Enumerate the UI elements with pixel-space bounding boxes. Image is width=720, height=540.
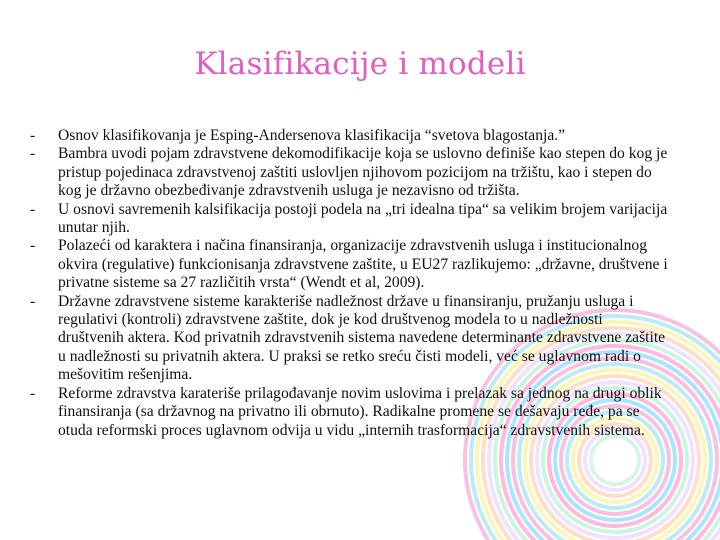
bullet-text: Polazeći od karaktera i načina finansiranja, organizacije zdravstvenih usluga i institucionalnog okvira (regulative) funkcionisanja zdravstvene zaštite, u EU27 razlikujemo: „državne, društvene i privatne sisteme sa 27 različitih vrsta“ (Wendt et al, 2009). [58, 237, 668, 292]
bullet-item [30, 127, 670, 145]
bullet-text: Bambra uvodi pojam zdravstvene dekomodifikacije koja se uslovno definiše kao stepen do kog je pristup pojedinaca zdravstvenoj zaštiti uslovljen njihovom pozicijom na tržištu, kao i stepen do kog je državno obezbeđivanje zdravstvenih usluga je nezavisno od tržišta. [58, 145, 668, 200]
bullet-text: Reforme zdravstva karateriše prilagođavanje novim uslovima i prelazak sa jednog na drugi oblik finansiranja (sa državnog na privatno ili obrnuto). Radikalne promene se dešavaju ređe, pa se otuda reformski proces uglavnom odvija u vidu „internih trasformacija“ zdravstvenih sistema. [58, 384, 662, 439]
bullet-marker: - [30, 384, 36, 402]
bullet-item [30, 145, 670, 200]
bullet-marker: - [30, 127, 36, 144]
bullet-item [30, 293, 670, 385]
bullet-marker: - [30, 145, 36, 163]
bullet-list [30, 127, 670, 440]
slide-title: Klasifikacije i modeli [194, 46, 526, 82]
bullet-item [30, 201, 670, 238]
bullet-text: Osnov klasifikovanja je Esping-Andersenova klasifikacija “svetova blagostanja.” [58, 127, 566, 144]
bullet-text: U osnovi savremenih kalsifikacija postoji podela na „tri idealna tipa“ sa velikim brojem varijacija unutar njih. [58, 200, 668, 237]
bullet-marker: - [30, 237, 36, 255]
bullet-marker: - [30, 292, 36, 310]
bullet-marker: - [30, 200, 36, 218]
bullet-item [30, 237, 670, 292]
bullet-text: Državne zdravstvene sisteme karakteriše nadležnost države u finansiranju, pružanju usluga i regulativi (kontroli) zdravstvene zaštite, dok je kod društvenog modela to u nadležnosti društvenih aktera. Kod privatnih zdravstvenih sistema navedene determinante zdravstvene zaštite u nadležnosti su privatnih aktera. U praksi se retko sreću čisti modeli, već se uglavnom radi o mešovitim rešenjima. [58, 292, 666, 384]
bullet-item [30, 385, 670, 440]
